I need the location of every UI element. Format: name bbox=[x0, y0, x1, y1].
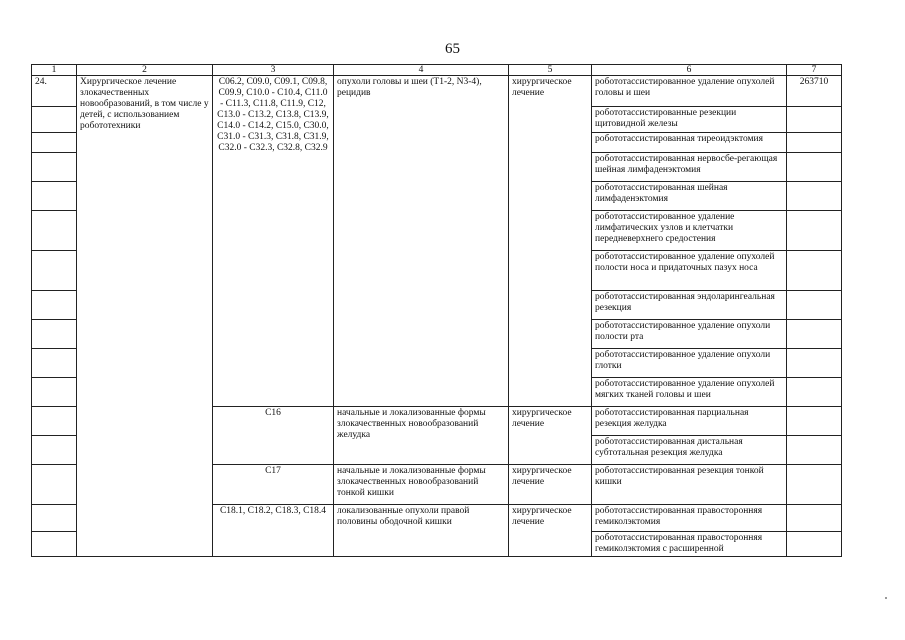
treatment-type-cell: хирургическое лечение bbox=[509, 76, 592, 407]
method-cell: робототассистированная парциальная резекция желудка bbox=[592, 407, 787, 436]
patient-model-cell: локализованные опухоли правой половины ободочной кишки bbox=[334, 505, 509, 557]
tariff-cell bbox=[787, 465, 842, 505]
patient-model-cell: начальные и локализованные формы злокачественных новообразований тонкой кишки bbox=[334, 465, 509, 505]
method-cell: робототассистированная правосторонняя гемиколэктомия с расширенной bbox=[592, 532, 787, 557]
tariff-cell bbox=[787, 133, 842, 153]
column-header: 2 bbox=[77, 65, 213, 76]
row-number-cell bbox=[32, 153, 77, 182]
column-header: 1 bbox=[32, 65, 77, 76]
scan-speck bbox=[885, 597, 887, 599]
diagnosis-codes-cell: C18.1, C18.2, C18.3, C18.4 bbox=[213, 505, 334, 557]
medical-care-table bbox=[31, 64, 842, 557]
tariff-cell bbox=[787, 532, 842, 557]
page-number: 65 bbox=[445, 41, 460, 57]
tariff-cell: 263710 bbox=[787, 76, 842, 107]
diagnosis-codes-cell: C06.2, C09.0, C09.1, C09.8, C09.9, C10.0 - C10.4, C11.0 - C11.3, C11.8, C11.9, C12, C13.0 - C13.2, C13.8, C13.9, C14.0 - C14.2, C15.0, C30.0, C31.0 - C31.3, C31.8, C31.9, C32.0 - C32.3, C32.8, C32.9 bbox=[213, 76, 334, 407]
tariff-cell bbox=[787, 436, 842, 465]
row-number-cell bbox=[32, 465, 77, 505]
tariff-cell bbox=[787, 251, 842, 291]
row-number-cell bbox=[32, 505, 77, 532]
column-header: 3 bbox=[213, 65, 334, 76]
row-number-cell bbox=[32, 251, 77, 291]
tariff-cell bbox=[787, 407, 842, 436]
patient-model-cell: опухоли головы и шеи (T1-2, N3-4), рецидив bbox=[334, 76, 509, 407]
treatment-type-cell: хирургическое лечение bbox=[509, 505, 592, 557]
row-number-cell bbox=[32, 107, 77, 133]
method-cell: робототассистированное удаление опухолей полости носа и придаточных пазух носа bbox=[592, 251, 787, 291]
row-number-cell bbox=[32, 407, 77, 436]
row-number-cell bbox=[32, 349, 77, 378]
method-cell: робототассистированная эндоларингеальная резекция bbox=[592, 291, 787, 320]
row-number-cell bbox=[32, 211, 77, 251]
tariff-cell bbox=[787, 505, 842, 532]
tariff-cell bbox=[787, 211, 842, 251]
method-cell: робототассистированное удаление опухоли глотки bbox=[592, 349, 787, 378]
row-number-cell bbox=[32, 133, 77, 153]
row-number-cell bbox=[32, 320, 77, 349]
method-cell: робототассистированная дистальная субтотальная резекция желудка bbox=[592, 436, 787, 465]
diagnosis-codes-cell: C16 bbox=[213, 407, 334, 465]
method-cell: робототассистированная правосторонняя гемиколэктомия bbox=[592, 505, 787, 532]
header-row bbox=[32, 65, 842, 76]
method-cell: робототассистированные резекции щитовидной железы bbox=[592, 107, 787, 133]
tariff-cell bbox=[787, 378, 842, 407]
method-cell: робототассистированное удаление опухолей головы и шеи bbox=[592, 76, 787, 107]
tariff-cell bbox=[787, 291, 842, 320]
row-number-cell: 24. bbox=[32, 76, 77, 107]
patient-model-cell: начальные и локализованные формы злокачественных новообразований желудка bbox=[334, 407, 509, 465]
row-number-cell bbox=[32, 291, 77, 320]
method-cell: робототассистированное удаление опухолей мягких тканей головы и шеи bbox=[592, 378, 787, 407]
row-number-cell bbox=[32, 532, 77, 557]
treatment-type-cell: хирургическое лечение bbox=[509, 407, 592, 465]
column-header: 5 bbox=[509, 65, 592, 76]
row-number-cell bbox=[32, 436, 77, 465]
row-number-cell bbox=[32, 378, 77, 407]
column-header: 7 bbox=[787, 65, 842, 76]
tariff-cell bbox=[787, 107, 842, 133]
row-number-cell bbox=[32, 182, 77, 211]
method-cell: робототассистированная нервосбе-регающая шейная лимфаденэктомия bbox=[592, 153, 787, 182]
care-type-cell: Хирургическое лечение злокачественных новообразований, в том числе у детей, с использованием робототехники bbox=[77, 76, 213, 557]
method-cell: робототассистированная тиреоидэктомия bbox=[592, 133, 787, 153]
table-row bbox=[32, 76, 842, 107]
tariff-cell bbox=[787, 349, 842, 378]
tariff-cell bbox=[787, 153, 842, 182]
treatment-type-cell: хирургическое лечение bbox=[509, 465, 592, 505]
method-cell: робототассистированное удаление лимфатических узлов и клетчатки передневерхнего средостения bbox=[592, 211, 787, 251]
tariff-cell bbox=[787, 320, 842, 349]
method-cell: робототассистированная резекция тонкой кишки bbox=[592, 465, 787, 505]
column-header: 4 bbox=[334, 65, 509, 76]
tariff-cell bbox=[787, 182, 842, 211]
method-cell: робототассистированное удаление опухоли полости рта bbox=[592, 320, 787, 349]
method-cell: робототассистированная шейная лимфаденэктомия bbox=[592, 182, 787, 211]
diagnosis-codes-cell: C17 bbox=[213, 465, 334, 505]
column-header: 6 bbox=[592, 65, 787, 76]
